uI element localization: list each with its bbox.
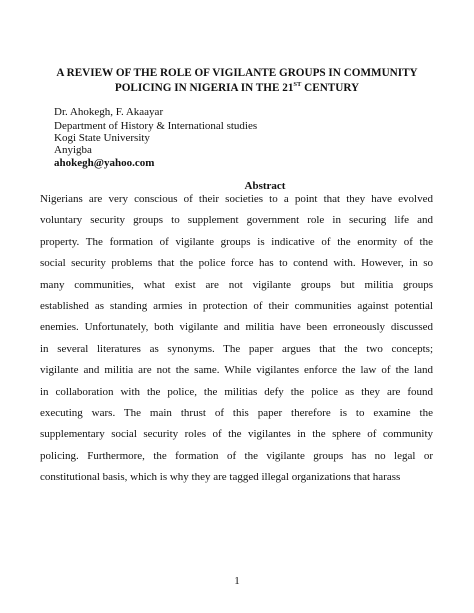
abstract-line: voluntary security groups to supplement government role in securing life and	[40, 214, 433, 227]
abstract-heading: Abstract	[244, 180, 286, 192]
abstract-line: vigilante and militia are not the same. While vigilantes enforce the law of the land	[40, 364, 433, 377]
abstract-body	[40, 193, 433, 492]
abstract-line: executing wars. The main thrust of this paper therefore is to examine the	[40, 406, 433, 419]
paper-title-line-2-text: POLICING IN NIGERIA IN THE 21	[114, 82, 294, 94]
abstract-line: enemies. Unfortunately, both vigilante and militia have been erroneously discussed	[40, 321, 433, 334]
abstract-line: property. The formation of vigilante groups is indicative of the enormity of the	[40, 235, 433, 248]
author-university: Kogi State University	[54, 132, 150, 144]
paper-title-line-2-tail: CENTURY	[301, 82, 360, 94]
abstract-line: constitutional basis, which is why they are tagged illegal organizations that harass	[40, 471, 401, 484]
abstract-line: Nigerians are very conscious of their societies to a point that they have evolved	[40, 193, 433, 205]
page-number: 1	[234, 575, 240, 587]
author-department: Department of History & International studies	[54, 120, 258, 132]
abstract-line: in collaboration with the police, the militias defy the police as they are found	[40, 385, 433, 398]
abstract-line: policing. Furthermore, the formation of the vigilante groups has no legal or	[40, 449, 433, 462]
paper-title-superscript: ST	[293, 81, 302, 88]
abstract-line: established as standing armies in protection of their communities against potential	[40, 299, 433, 312]
abstract-line: social security problems that the police force has to contend with. However, in so	[40, 257, 433, 270]
author-names: Dr. Ahokegh, F. Akaayar	[54, 106, 164, 118]
paper-title-line-2	[20, 81, 454, 95]
paper-title-line-1: A REVIEW OF THE ROLE OF VIGILANTE GROUPS IN COMMUNITY	[56, 67, 418, 79]
abstract-line: in several literatures as synonyms. The paper argues that the two concepts;	[40, 342, 433, 355]
abstract-line: supplementary social security roles of the vigilantes in the sphere of community	[40, 428, 433, 441]
abstract-line: many communities, what exist are not vigilante groups but militia groups	[40, 278, 433, 291]
author-email: ahokegh@yahoo.com	[54, 157, 155, 169]
author-city: Anyigba	[54, 144, 92, 156]
